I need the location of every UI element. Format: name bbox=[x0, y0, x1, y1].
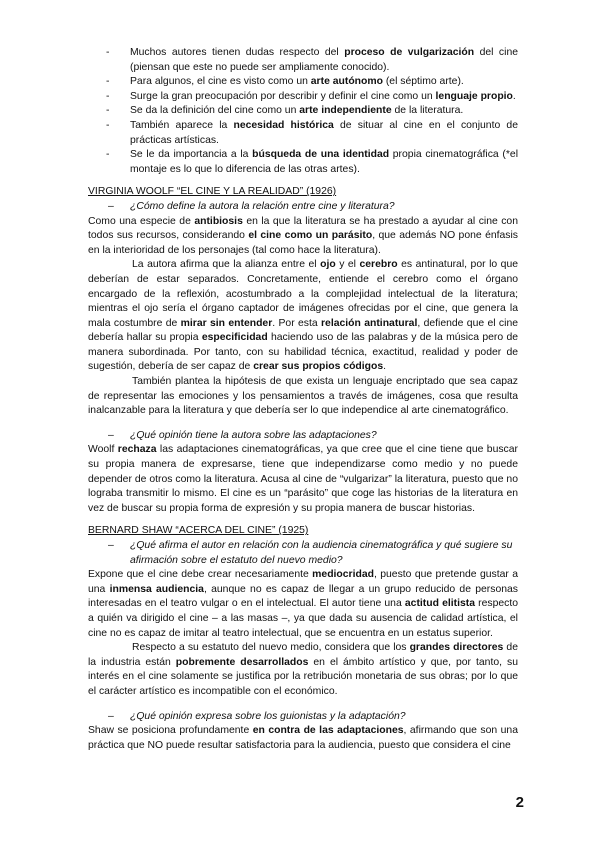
woolf-section-heading: VIRGINIA WOOLF “EL CINE Y LA REALIDAD” (1926) bbox=[88, 186, 337, 198]
shaw-paragraph-2: Respecto a su estatuto del nuevo medio, considera que los grandes directores de la industria están pobremente desarrollados en el ámbito artístico y que, por tanto, su interés en el cine solamente se justifica por la retribución monetaria de sus obras; por lo que el carácter artístico es incompatible con el económico. bbox=[88, 642, 518, 697]
shaw-question-1: – ¿Qué afirma el autor en relación con la audiencia cinematográfica y qué sugiere su afirmación sobre el estatuto del nuevo medio? bbox=[88, 539, 518, 568]
bullet-item: - Se da la definición del cine como un arte independiente de la literatura. bbox=[106, 104, 518, 119]
woolf-question-2: – ¿Qué opinión tiene la autora sobre las adaptaciones? bbox=[88, 429, 518, 444]
page-number: 2 bbox=[515, 794, 524, 811]
woolf-paragraph-3: También plantea la hipótesis de que exista un lenguaje encriptado que sea capaz de representar las emociones y los pensamientos a través de imágenes, cosa que resulta inalcanzable para la literatura y que debería ser lo que independice al arte cinematográfico. bbox=[88, 376, 518, 417]
bullet-item: - Surge la gran preocupación por describir y definir el cine como un lenguaje propio. bbox=[106, 90, 518, 105]
woolf-paragraph-1: Como una especie de antibiosis en la que la literatura se ha prestado a ayudar al cine con todos sus recursos, considerando el cine como un parásito, que además NO pone énfasis en la interioridad de los personajes (tal como hace la literatura). bbox=[88, 215, 518, 256]
shaw-section-heading: BERNARD SHAW “ACERCA DEL CINE” (1925) bbox=[88, 525, 309, 537]
shaw-paragraph-1: Expone que el cine debe crear necesariamente mediocridad, puesto que pretende gustar a una inmensa audiencia, aunque no es capaz de llegar a un grupo reducido de personas interesadas en el teatro vulgar o en el intelectual. El autor tiene una actitud elitista respecto a quién va dirigido el cine – a las masas –, ya que dada su ausencia de calidad artística, el cine no es capaz de imitar al teatro intelectual, que se encuentra en un estatus superior. bbox=[88, 569, 519, 639]
bullet-item: - Muchos autores tienen dudas respecto del proceso de vulgarización del cine (piensan que este no puede ser ampliamente conocido). bbox=[106, 46, 518, 75]
bullet-item: - Se le da importancia a la búsqueda de una identidad propia cinematográfica (*el montaje es lo que lo diferencia de las otras artes). bbox=[106, 148, 518, 177]
spacer bbox=[88, 700, 518, 710]
intro-bullet-list bbox=[106, 46, 518, 177]
spacer bbox=[88, 419, 518, 429]
shaw-question-2: – ¿Qué opinión expresa sobre los guionistas y la adaptación? bbox=[88, 710, 518, 725]
shaw-paragraph-3: Shaw se posiciona profundamente en contra de las adaptaciones, afirmando que son una práctica que NO puede resultar satisfactoria para la audiencia, puesto que considera el cine bbox=[88, 725, 518, 751]
woolf-paragraph-4: Woolf rechaza las adaptaciones cinematográficas, ya que cree que el cine tiene que buscar su propia manera de expresarse, tiene que independizarse como medio y no puede depender de otros como la literatura. Acusa al cine de “vulgarizar” la literatura, puesto que no lograba transmitir lo mismo. El cine es un “parásito” que coge las historias de la literatura en vez de buscar su propia forma de expresión y su propia manera de buscar historias. bbox=[88, 444, 518, 514]
bullet-item: - Para algunos, el cine es visto como un arte autónomo (el séptimo arte). bbox=[106, 75, 518, 90]
woolf-question-1: – ¿Cómo define la autora la relación entre cine y literatura? bbox=[88, 200, 518, 215]
bullet-item: - También aparece la necesidad histórica de situar al cine en el conjunto de prácticas artísticas. bbox=[106, 119, 518, 148]
woolf-paragraph-2: La autora afirma que la alianza entre el ojo y el cerebro es antinatural, por lo que deberían de estar separados. Concretamente, entiende el cerebro como el órgano encargado de la reflexión, acostumbrado a la complejidad intelectual de la literatura; mientras el ojo sería el órgano captador de imágenes ofrecidas por el cine, que genera la mala costumbre de mirar sin entender. Por esta relación antinatural, defiende que el cine debería hallar su propia especificidad haciendo uso de las palabras y de la música pero de manera subordinada. Por tanto, con su habilidad técnica, exactitud, realidad y poder de sugestión, debería de ser capaz de crear sus propios códigos. bbox=[88, 259, 518, 373]
